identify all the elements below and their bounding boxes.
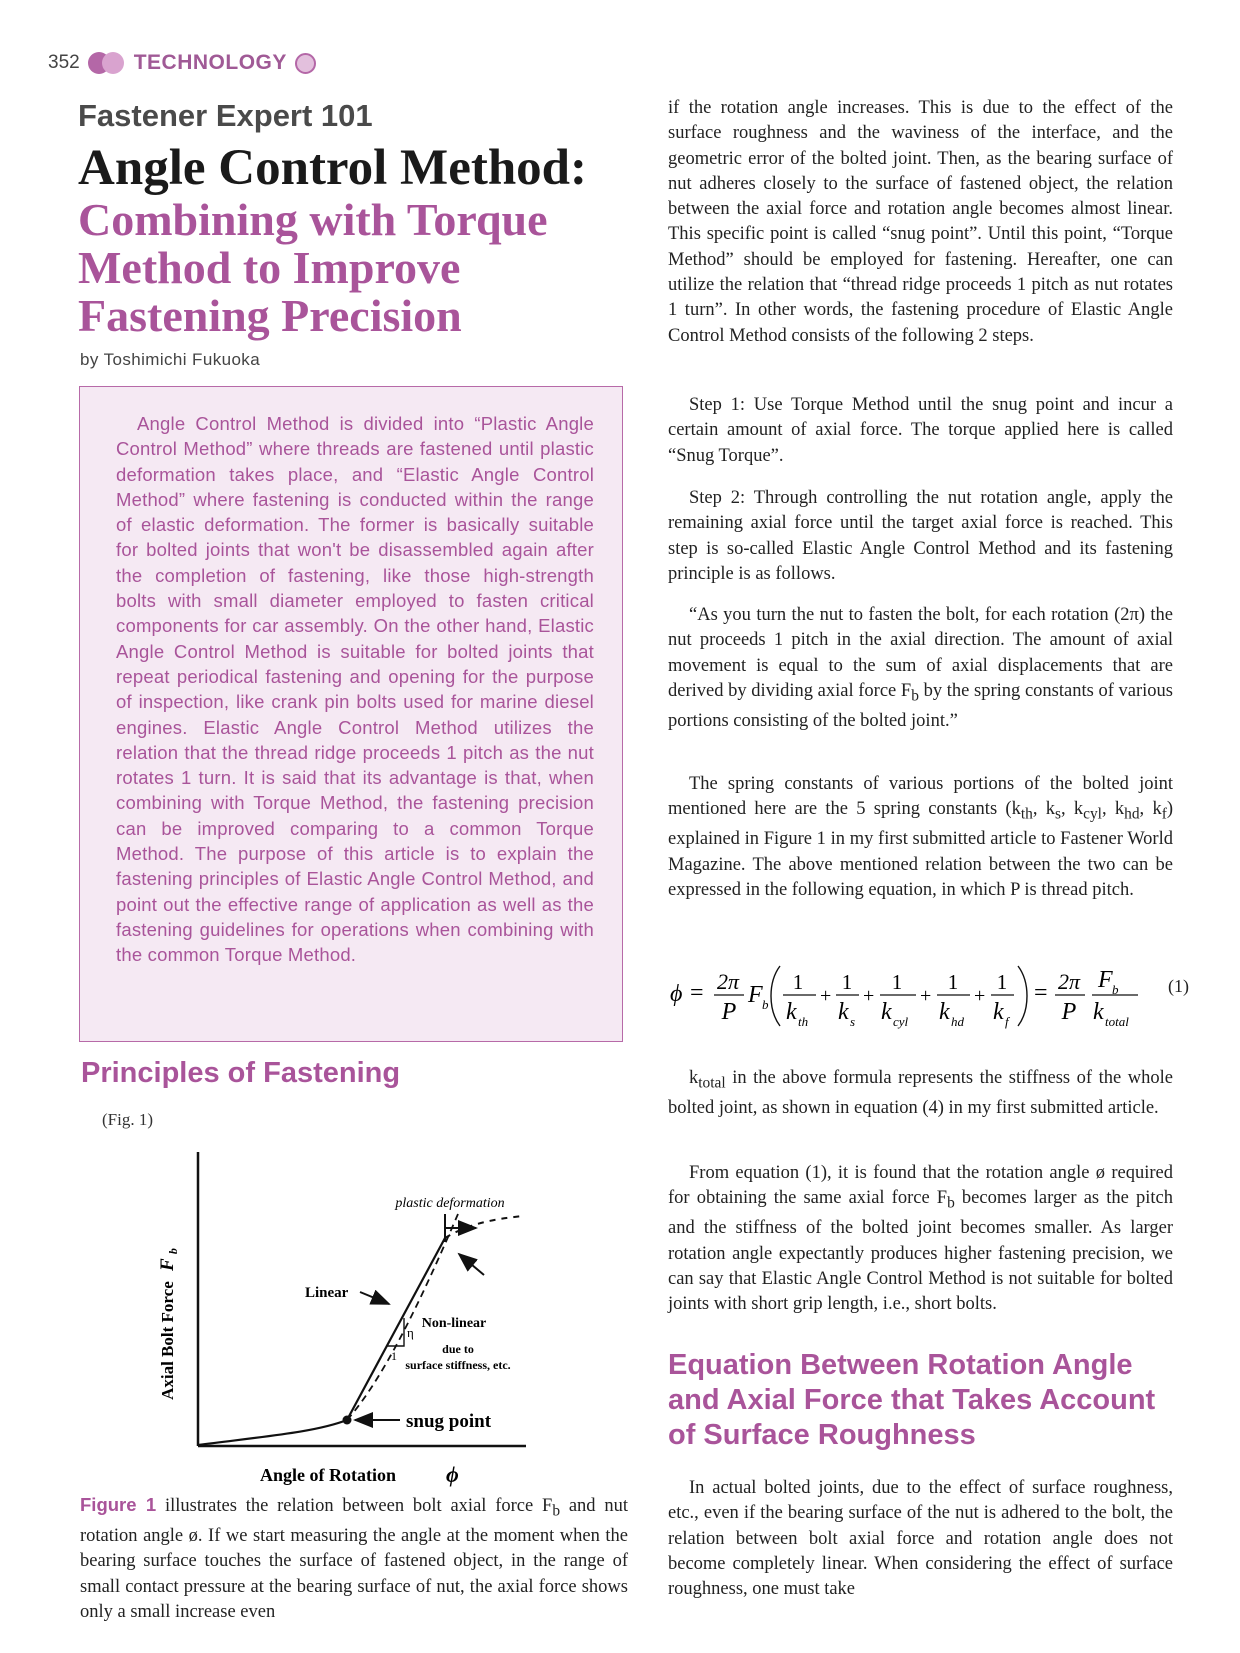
nonlinear-arrow — [459, 1254, 484, 1275]
x-axis-label: Angle of Rotation — [260, 1465, 396, 1485]
svg-text:s: s — [850, 1014, 856, 1029]
linear-label: Linear — [305, 1285, 349, 1301]
svg-text:1: 1 — [891, 970, 903, 994]
svg-text:k: k — [939, 999, 950, 1025]
plastic-label: plastic deformation — [395, 1196, 505, 1211]
paragraph-step1: Step 1: Use Torque Method until the snug point and incur a certain amount of axial force. The torque applied here is called “Snug Torque”. — [668, 395, 1173, 466]
figure-1-paragraph: Figure 1 illustrates the relation between bolt axial force $F_b$ and nut rotation angle ø. If we start measuring the angle at the moment when the bearing surface touches the surface of fastened object, in the range of small contact pressure at the bearing surface of nut, the axial force shows only a small increase even — [80, 1494, 629, 1622]
snug-label: snug point — [406, 1411, 492, 1432]
svg-text:cyl: cyl — [893, 1014, 909, 1029]
equation-number: (1) — [1168, 976, 1189, 996]
article-kicker: Fastener Expert 101 — [78, 98, 373, 133]
svg-text:1: 1 — [996, 970, 1008, 994]
svg-text:+: + — [974, 985, 986, 1007]
y-axis-title: Axial Bolt Force — [158, 1281, 177, 1400]
page-header — [48, 48, 316, 78]
section-ring-icon — [295, 53, 316, 74]
svg-text:P: P — [1061, 999, 1077, 1025]
section-label: TECHNOLOGY — [133, 51, 287, 74]
svg-text:2π: 2π — [1057, 969, 1081, 994]
svg-text:1: 1 — [841, 970, 853, 994]
eq-F: F — [748, 982, 763, 1008]
heading-principles: Principles of Fastening — [81, 1057, 401, 1089]
paragraph-ktotal: $k_{total}$ in the above formula represents the stiffness of the whole bolted joint, as shown in equation (4) in my first submitted article. — [668, 1068, 1173, 1118]
initial-curve — [198, 1420, 347, 1445]
paragraph-quote: “As you turn the nut to fasten the bolt, for each rotation (2π) the nut proceeds 1 pitch in the axial direction. The amount of axial movement is equal to the sum of axial displacements that are derived by dividing axial force $F_b$ by the spring constants of various portions consisting of the bolted joint.” — [668, 605, 1173, 731]
svg-text:+: + — [920, 985, 932, 1007]
svg-text:k: k — [786, 999, 797, 1025]
figure-1-ref: Figure 1 — [80, 1494, 157, 1515]
figure-1-diagram — [148, 1144, 568, 1489]
x-axis-symbol: ϕ — [446, 1462, 459, 1487]
svg-text:k: k — [881, 999, 892, 1025]
svg-text:hd: hd — [951, 1014, 964, 1029]
svg-text:=: = — [690, 980, 704, 1006]
nonlinear-sub1: due to — [442, 1342, 474, 1356]
abstract-text: Angle Control Method is divided into “Plastic Angle Control Method” where threads are fastened until plastic deformation takes place, and “Elastic Angle Control Method” where fastening is conducted within the range of elastic deformation. The former is basically suitable for bolted joints that won't be disassembled again after the completion of fastening, like those high-strength bolts with small diameter employed to fasten critical components for car assembly. On the other hand, Elastic Angle Control Method is suitable for bolted joints that repeat periodical fastening and opening for the purpose of inspection, like crank pin bolts used for marine diesel engines. Elastic Angle Control Method utilizes the relation that the thread ridge proceeds 1 pitch as the nut rotates 1 turn. It is said that its advantage is that, when combining with Torque Method, the fastening precision can be improved comparing to a common Torque Method. The purpose of this article is to explain the fastening principles of Elastic Angle Control Method, and point out the effective range of application as well as the fastening guidelines for operations when combining with the common Torque Method. — [116, 413, 594, 966]
eq-frac-s — [836, 970, 859, 1029]
nonlinear-label: Non-linear — [421, 1316, 487, 1331]
y-axis-symbol: F — [157, 1258, 178, 1272]
svg-text:=: = — [1034, 980, 1048, 1006]
slope-one: 1 — [391, 1349, 397, 1363]
equation-1 — [668, 952, 1173, 1032]
svg-text:th: th — [798, 1014, 809, 1029]
slope-eta: η — [407, 1325, 414, 1340]
y-axis-symbol-sub: b — [166, 1248, 180, 1255]
svg-text:k: k — [1093, 999, 1104, 1025]
svg-text:total: total — [1105, 1014, 1129, 1029]
svg-text:k: k — [838, 999, 849, 1025]
svg-text:+: + — [863, 985, 875, 1007]
eq-2pi: 2π — [716, 969, 740, 994]
heading-equation: Equation Between Rotation Angle and Axial Force that Takes Account of Surface Roughness — [668, 1349, 1156, 1451]
page-number: 352 — [48, 52, 80, 73]
section-dots-icon — [88, 52, 126, 74]
paragraph-from-equation: From equation (1), it is found that the rotation angle ø required for obtaining the same axial force $F_b$ becomes larger as the pitch and the stiffness of the bolted joint becomes smaller. As larger rotation angle expectantly produces higher fastening precision, we can say that Elastic Angle Control Method is not suitable for bolted joints with short grip length, i.e., short bolts. — [668, 1163, 1173, 1315]
eq-frac-f — [991, 970, 1014, 1029]
eq-phi: ϕ — [670, 981, 683, 1007]
snug-point-marker — [343, 1416, 352, 1425]
figure-label: (Fig. 1) — [102, 1110, 153, 1129]
byline: by Toshimichi Fukuoka — [80, 350, 261, 369]
paragraph-spring-constants: The spring constants of various portions of the bolted joint mentioned here are the 5 spring constants ($k_{th}$, $k_s$, $k_{cyl}$, $k_{hd}$, $k_f$) explained in Figure 1 in my first submitted article to Fastener World Magazine. The above mentioned relation between the two can be expressed in the following equation, in which P is thread pitch. — [668, 774, 1173, 900]
abstract-box — [79, 386, 623, 1042]
svg-text:1: 1 — [947, 970, 959, 994]
svg-text:k: k — [993, 999, 1004, 1025]
svg-text:f: f — [1005, 1014, 1009, 1029]
eq-P: P — [721, 999, 737, 1025]
nonlinear-sub2: surface stiffness, etc. — [405, 1358, 511, 1372]
eq-frac-th — [783, 970, 816, 1029]
paragraph-step2: Step 2: Through controlling the nut rotation angle, apply the remaining axial force until the target axial force is reached. This step is so-called Elastic Angle Control Method and its fastening principle is as follows. — [668, 488, 1173, 584]
paragraph-continuation: if the rotation angle increases. This is due to the effect of the surface roughness and the waviness of the interface, and the geometric error of the bolted joint. Then, as the bearing surface of nut adheres closely to the surface of fastened object, the relation between the axial force and rotation angle becomes almost linear. This specific point is called “snug point”. Until this point, “Torque Method” should be employed for fastening. Hereafter, one can utilize the relation that “thread ridge proceeds 1 pitch as nut rotates 1 turn”. In other words, the fastening procedure of Elastic Angle Control Method consists of the following 2 steps. — [668, 98, 1173, 346]
y-axis-label — [157, 1248, 180, 1400]
article-title: Angle Control Method: — [78, 140, 588, 196]
eq-frac-cyl — [880, 970, 916, 1029]
article-subtitle: Combining with Torque Method to Improve Fastening Precision — [78, 194, 548, 341]
paragraph-actual-joints: In actual bolted joints, due to the effect of surface roughness, etc., even if the bearing surface of the nut is adhered to the bolt, the relation between bolt axial force and rotation angle does not become completely linear. When considering the effect of surface roughness, one must take — [668, 1478, 1173, 1600]
svg-text:1: 1 — [792, 970, 804, 994]
svg-text:F: F — [1098, 967, 1113, 993]
linear-arrow — [360, 1292, 389, 1304]
eq-frac-hd — [937, 970, 970, 1029]
svg-text:b: b — [1112, 982, 1119, 997]
svg-text:b: b — [762, 997, 769, 1012]
svg-text:+: + — [820, 985, 832, 1007]
